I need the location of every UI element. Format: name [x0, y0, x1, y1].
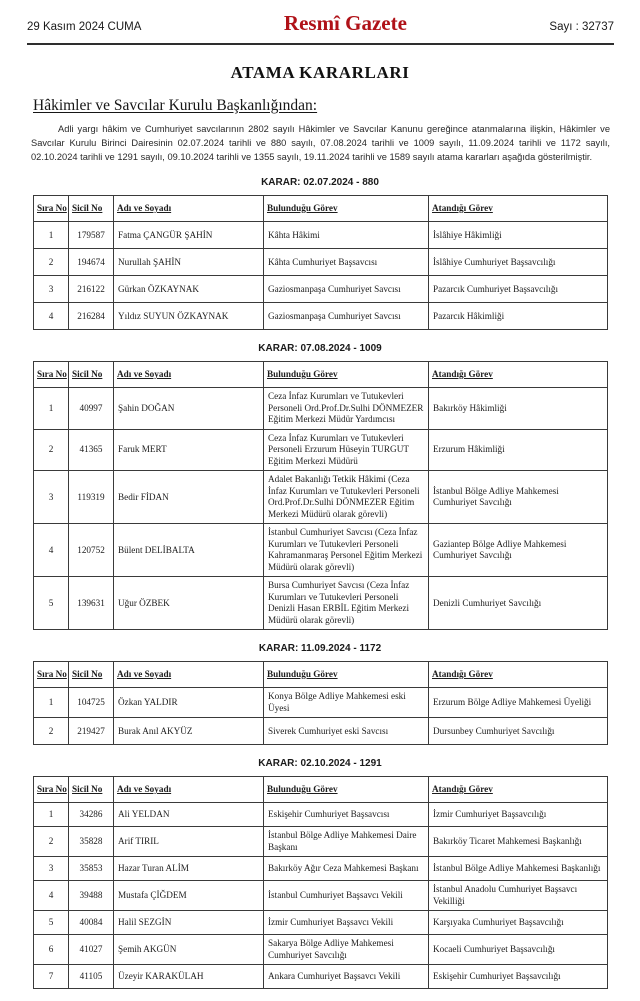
- cell-sicil: 120752: [69, 524, 114, 577]
- column-header-label: Adı ve Soyadı: [117, 369, 172, 379]
- cell-sira: 6: [34, 935, 69, 965]
- cell-sicil: 216284: [69, 303, 114, 330]
- table-row: [34, 471, 608, 524]
- column-header-label: Sicil No: [72, 369, 103, 379]
- table-header-row: [34, 362, 608, 388]
- cell-sira: 2: [34, 827, 69, 857]
- cell-bulundugu: Kâhta Cumhuriyet Başsavcısı: [264, 249, 429, 276]
- table-header-row: [34, 196, 608, 222]
- appointments-table: [33, 195, 608, 330]
- cell-sira: 1: [34, 222, 69, 249]
- cell-ad: Nurullah ŞAHİN: [114, 249, 264, 276]
- cell-sicil: 34286: [69, 803, 114, 827]
- cell-sicil: 104725: [69, 688, 114, 718]
- cell-atandigi: Gaziantep Bölge Adliye Mahkemesi Cumhuriyet Savcılığı: [429, 524, 608, 577]
- cell-sicil: 35828: [69, 827, 114, 857]
- cell-bulundugu: Bursa Cumhuriyet Savcısı (Ceza İnfaz Kurumları ve Tutukevleri Personeli Denizli Hasan ERBİL Eğitim Merkezi Müdürü olarak görevli): [264, 577, 429, 630]
- cell-ad: Yıldız SUYUN ÖZKAYNAK: [114, 303, 264, 330]
- intro-paragraph: Adli yargı hâkim ve Cumhuriyet savcılarının 2802 sayılı Hâkimler ve Savcılar Kanunu gereğince atanmalarına ilişkin, Hâkimler ve Savcılar Kurulu Birinci Dairesinin 02.07.2024 tarihli ve 880 sayılı, 07.08.2024 tarihli ve 1009 sayılı, 11.09.2024 tarihli ve 1172 sayılı, 02.10.2024 tarihli ve 1291 sayılı, 09.10.2024 tarihli ve 1355 sayılı, 19.11.2024 tarihli ve 1589 sayılı atama kararları aşağıda gösterilmiştir.: [31, 124, 610, 162]
- column-header: [34, 777, 69, 803]
- cell-atandigi: Erzurum Hâkimliği: [429, 429, 608, 471]
- cell-ad: Şahin DOĞAN: [114, 388, 264, 430]
- cell-atandigi: Kocaeli Cumhuriyet Başsavcılığı: [429, 935, 608, 965]
- column-header: [264, 196, 429, 222]
- column-header-label: Sicil No: [72, 784, 103, 794]
- cell-atandigi: İzmir Cumhuriyet Başsavcılığı: [429, 803, 608, 827]
- cell-sira: 3: [34, 471, 69, 524]
- table-row: [34, 388, 608, 430]
- masthead-divider: [27, 43, 614, 45]
- column-header: [114, 662, 264, 688]
- cell-sira: 5: [34, 577, 69, 630]
- cell-sicil: 40084: [69, 911, 114, 935]
- cell-ad: Gürkan ÖZKAYNAK: [114, 276, 264, 303]
- cell-bulundugu: Bakırköy Ağır Ceza Mahkemesi Başkanı: [264, 857, 429, 881]
- column-header: [264, 662, 429, 688]
- column-header-label: Atandığı Görev: [432, 784, 493, 794]
- table-row: [34, 249, 608, 276]
- column-header-label: Sıra No: [37, 669, 67, 679]
- column-header: [34, 362, 69, 388]
- decision-sections: [0, 177, 640, 989]
- column-header: [264, 777, 429, 803]
- cell-ad: Bedir FİDAN: [114, 471, 264, 524]
- cell-bulundugu: İstanbul Cumhuriyet Başsavcı Vekili: [264, 881, 429, 911]
- cell-ad: Ali YELDAN: [114, 803, 264, 827]
- cell-atandigi: Bakırköy Ticaret Mahkemesi Başkanlığı: [429, 827, 608, 857]
- column-header-label: Atandığı Görev: [432, 369, 493, 379]
- table-row: [34, 429, 608, 471]
- column-header-label: Atandığı Görev: [432, 203, 493, 213]
- cell-sicil: 119319: [69, 471, 114, 524]
- column-header: [429, 196, 608, 222]
- cell-ad: Halil SEZGİN: [114, 911, 264, 935]
- appointments-table: [33, 661, 608, 745]
- cell-atandigi: İstanbul Bölge Adliye Mahkemesi Cumhuriyet Savcılığı: [429, 471, 608, 524]
- authority-heading: Hâkimler ve Savcılar Kurulu Başkanlığından:: [33, 97, 318, 114]
- cell-sicil: 41365: [69, 429, 114, 471]
- cell-bulundugu: Ceza İnfaz Kurumları ve Tutukevleri Personeli Erzurum Hüseyin TURGUT Eğitim Merkezi Müdürü: [264, 429, 429, 471]
- table-row: [34, 577, 608, 630]
- cell-bulundugu: İstanbul Cumhuriyet Savcısı (Ceza İnfaz Kurumları ve Tutukevleri Personeli Kahramanmaraş Personel Eğitim Merkezi Müdürü olarak görevli): [264, 524, 429, 577]
- table-row: [34, 965, 608, 989]
- cell-atandigi: İslâhiye Cumhuriyet Başsavcılığı: [429, 249, 608, 276]
- column-header: [264, 362, 429, 388]
- cell-sira: 2: [34, 249, 69, 276]
- cell-atandigi: Pazarcık Hâkimliği: [429, 303, 608, 330]
- column-header: [429, 777, 608, 803]
- column-header-label: Sicil No: [72, 203, 103, 213]
- column-header: [429, 662, 608, 688]
- cell-ad: Özkan YALDIR: [114, 688, 264, 718]
- cell-ad: Üzeyir KARAKÜLAH: [114, 965, 264, 989]
- column-header-label: Adı ve Soyadı: [117, 203, 172, 213]
- column-header: [34, 662, 69, 688]
- cell-bulundugu: Gaziosmanpaşa Cumhuriyet Savcısı: [264, 276, 429, 303]
- karar-heading: KARAR: 02.07.2024 - 880: [261, 177, 379, 189]
- column-header-label: Bulunduğu Görev: [267, 669, 338, 679]
- table-row: [34, 803, 608, 827]
- gazette-title: Resmî Gazete: [283, 11, 407, 35]
- cell-bulundugu: Siverek Cumhuriyet eski Savcısı: [264, 718, 429, 745]
- cell-atandigi: Dursunbey Cumhuriyet Savcılığı: [429, 718, 608, 745]
- table-row: [34, 857, 608, 881]
- table-row: [34, 276, 608, 303]
- cell-ad: Mustafa ÇİĞDEM: [114, 881, 264, 911]
- column-header-label: Sicil No: [72, 669, 103, 679]
- column-header-label: Sıra No: [37, 203, 67, 213]
- cell-atandigi: Bakırköy Hâkimliği: [429, 388, 608, 430]
- column-header-label: Sıra No: [37, 784, 67, 794]
- column-header: [69, 662, 114, 688]
- cell-sira: 2: [34, 429, 69, 471]
- cell-atandigi: Karşıyaka Cumhuriyet Başsavcılığı: [429, 911, 608, 935]
- cell-sira: 5: [34, 911, 69, 935]
- cell-ad: Şemih AKGÜN: [114, 935, 264, 965]
- table-row: [34, 935, 608, 965]
- column-header-label: Bulunduğu Görev: [267, 203, 338, 213]
- cell-ad: Bülent DELİBALTA: [114, 524, 264, 577]
- cell-atandigi: İslâhiye Hâkimliği: [429, 222, 608, 249]
- cell-bulundugu: Adalet Bakanlığı Tetkik Hâkimi (Ceza İnfaz Kurumları ve Tutukevleri Personeli Ord.Prof.Dr.Sulhi DÖNMEZER Eğitim Merkezi Müdürü olarak görevli): [264, 471, 429, 524]
- cell-sicil: 35853: [69, 857, 114, 881]
- cell-sira: 1: [34, 688, 69, 718]
- column-header: [114, 362, 264, 388]
- cell-bulundugu: Kâhta Hâkimi: [264, 222, 429, 249]
- cell-sicil: 179587: [69, 222, 114, 249]
- cell-sira: 2: [34, 718, 69, 745]
- cell-atandigi: İstanbul Bölge Adliye Mahkemesi Başkanlığı: [429, 857, 608, 881]
- issue-number: Sayı : 32737: [549, 21, 614, 33]
- cell-sicil: 41027: [69, 935, 114, 965]
- masthead-date: 29 Kasım 2024 CUMA: [27, 21, 142, 33]
- column-header: [114, 777, 264, 803]
- karar-heading: KARAR: 07.08.2024 - 1009: [258, 343, 382, 355]
- page-title: ATAMA KARARLARI: [230, 63, 410, 82]
- table-row: [34, 303, 608, 330]
- cell-sicil: 139631: [69, 577, 114, 630]
- column-header-label: Bulunduğu Görev: [267, 369, 338, 379]
- cell-bulundugu: Eskişehir Cumhuriyet Başsavcısı: [264, 803, 429, 827]
- cell-ad: Hazar Turan ALİM: [114, 857, 264, 881]
- cell-atandigi: Denizli Cumhuriyet Savcılığı: [429, 577, 608, 630]
- masthead: [0, 0, 640, 36]
- column-header: [34, 196, 69, 222]
- column-header: [69, 196, 114, 222]
- table-row: [34, 881, 608, 911]
- cell-sira: 4: [34, 303, 69, 330]
- cell-ad: Arif TIRIL: [114, 827, 264, 857]
- cell-bulundugu: Gaziosmanpaşa Cumhuriyet Savcısı: [264, 303, 429, 330]
- karar-heading: KARAR: 02.10.2024 - 1291: [258, 758, 382, 770]
- karar-heading: KARAR: 11.09.2024 - 1172: [258, 643, 382, 655]
- cell-sicil: 216122: [69, 276, 114, 303]
- cell-bulundugu: İstanbul Bölge Adliye Mahkemesi Daire Başkanı: [264, 827, 429, 857]
- cell-bulundugu: Sakarya Bölge Adliye Mahkemesi Cumhuriyet Savcılığı: [264, 935, 429, 965]
- cell-sira: 1: [34, 803, 69, 827]
- column-header-label: Atandığı Görev: [432, 669, 493, 679]
- cell-sira: 4: [34, 524, 69, 577]
- cell-sicil: 194674: [69, 249, 114, 276]
- cell-bulundugu: Konya Bölge Adliye Mahkemesi eski Üyesi: [264, 688, 429, 718]
- table-header-row: [34, 662, 608, 688]
- cell-sicil: 41105: [69, 965, 114, 989]
- column-header-label: Sıra No: [37, 369, 67, 379]
- table-row: [34, 524, 608, 577]
- cell-sicil: 219427: [69, 718, 114, 745]
- column-header: [69, 362, 114, 388]
- cell-atandigi: Pazarcık Cumhuriyet Başsavcılığı: [429, 276, 608, 303]
- table-row: [34, 222, 608, 249]
- cell-sicil: 39488: [69, 881, 114, 911]
- column-header: [69, 777, 114, 803]
- cell-atandigi: Erzurum Bölge Adliye Mahkemesi Üyeliği: [429, 688, 608, 718]
- table-row: [34, 911, 608, 935]
- column-header: [114, 196, 264, 222]
- appointments-table: [33, 776, 608, 989]
- column-header-label: Bulunduğu Görev: [267, 784, 338, 794]
- table-row: [34, 827, 608, 857]
- cell-bulundugu: Ankara Cumhuriyet Başsavcı Vekili: [264, 965, 429, 989]
- cell-sira: 7: [34, 965, 69, 989]
- cell-atandigi: Eskişehir Cumhuriyet Başsavcılığı: [429, 965, 608, 989]
- cell-sira: 1: [34, 388, 69, 430]
- cell-ad: Faruk MERT: [114, 429, 264, 471]
- cell-sicil: 40997: [69, 388, 114, 430]
- column-header: [429, 362, 608, 388]
- cell-ad: Uğur ÖZBEK: [114, 577, 264, 630]
- cell-bulundugu: İzmir Cumhuriyet Başsavcı Vekili: [264, 911, 429, 935]
- cell-sira: 3: [34, 276, 69, 303]
- column-header-label: Adı ve Soyadı: [117, 784, 172, 794]
- cell-ad: Burak Anıl AKYÜZ: [114, 718, 264, 745]
- cell-ad: Fatma ÇANGÜR ŞAHİN: [114, 222, 264, 249]
- table-row: [34, 688, 608, 718]
- cell-bulundugu: Ceza İnfaz Kurumları ve Tutukevleri Personeli Ord.Prof.Dr.Sulhi DÖNMEZER Eğitim Merkezi Müdür Yardımcısı: [264, 388, 429, 430]
- cell-sira: 3: [34, 857, 69, 881]
- appointments-table: [33, 361, 608, 630]
- cell-sira: 4: [34, 881, 69, 911]
- cell-atandigi: İstanbul Anadolu Cumhuriyet Başsavcı Vekilliği: [429, 881, 608, 911]
- table-row: [34, 718, 608, 745]
- table-header-row: [34, 777, 608, 803]
- column-header-label: Adı ve Soyadı: [117, 669, 172, 679]
